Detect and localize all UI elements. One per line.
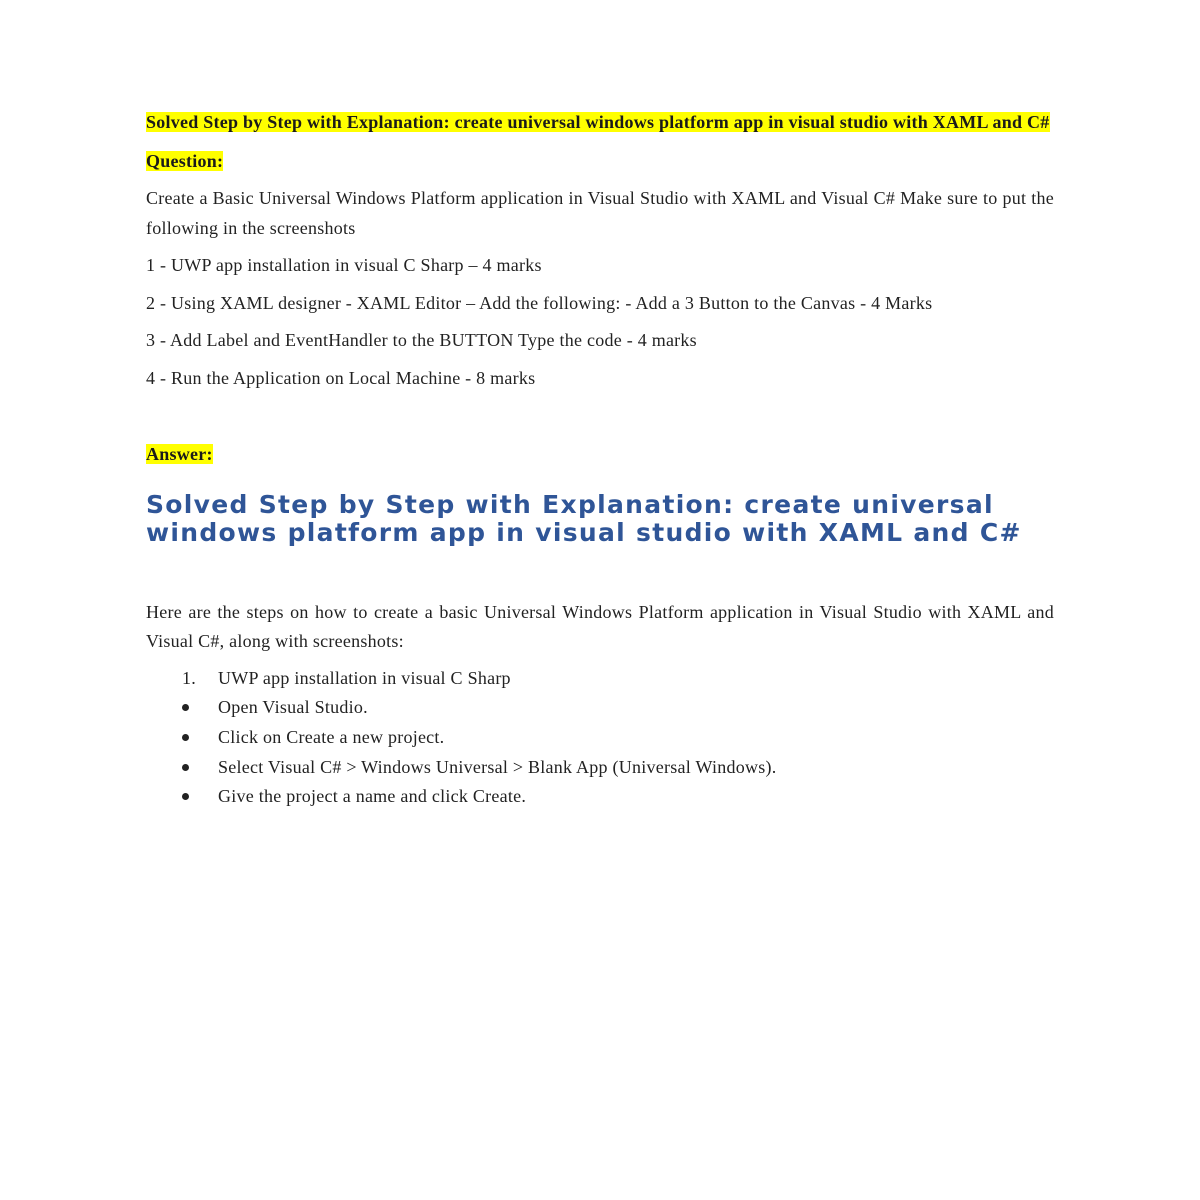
bullet-icon [182, 764, 189, 771]
bullet-icon [182, 734, 189, 741]
question-item-3: 3 - Add Label and EventHandler to the BUTTON Type the code - 4 marks [146, 330, 697, 350]
answer-label [146, 440, 1054, 470]
bullet-icon [182, 704, 189, 711]
question-body: Create a Basic Universal Windows Platform application in Visual Studio with XAML and Visual C# Make sure to put the following in the screenshots [146, 188, 1054, 238]
step-item [146, 753, 1054, 783]
answer-label-highlight: Answer: [146, 444, 213, 464]
step-item [146, 782, 1054, 812]
document-title [146, 108, 1054, 138]
step-text: Give the project a name and click Create. [218, 786, 527, 807]
question-item-1: 1 - UWP app installation in visual C Sharp – 4 marks [146, 255, 542, 275]
title-highlight: Solved Step by Step with Explanation: create universal windows platform app in visual studio with XAML and C# [146, 112, 1050, 132]
step-item [146, 723, 1054, 753]
step-text: Open Visual Studio. [218, 697, 368, 718]
question-item-2: 2 - Using XAML designer - XAML Editor – Add the following: - Add a 3 Button to the Canvas - 4 Marks [146, 292, 933, 313]
step-item [146, 693, 1054, 723]
question-label-highlight: Question: [146, 150, 224, 171]
document-page [146, 108, 1054, 812]
step-text: Click on Create a new project. [218, 726, 445, 747]
bullet-icon [182, 793, 189, 800]
step-text: UWP app installation in visual C Sharp [218, 667, 511, 688]
question-label [146, 147, 1054, 177]
step-item [146, 664, 1054, 694]
step-text: Select Visual C# > Windows Universal > Blank App (Universal Windows). [218, 756, 777, 777]
question-item-4: 4 - Run the Application on Local Machine - 8 marks [146, 367, 536, 388]
step-number: 1. [182, 667, 196, 688]
answer-intro: Here are the steps on how to create a basic Universal Windows Platform application in Visual Studio with XAML and Visual C#, along with screenshots: [146, 601, 1054, 651]
steps-list [146, 664, 1054, 813]
answer-heading: Solved Step by Step with Explanation: create universal windows platform app in visual studio with XAML and C# [146, 489, 1022, 547]
